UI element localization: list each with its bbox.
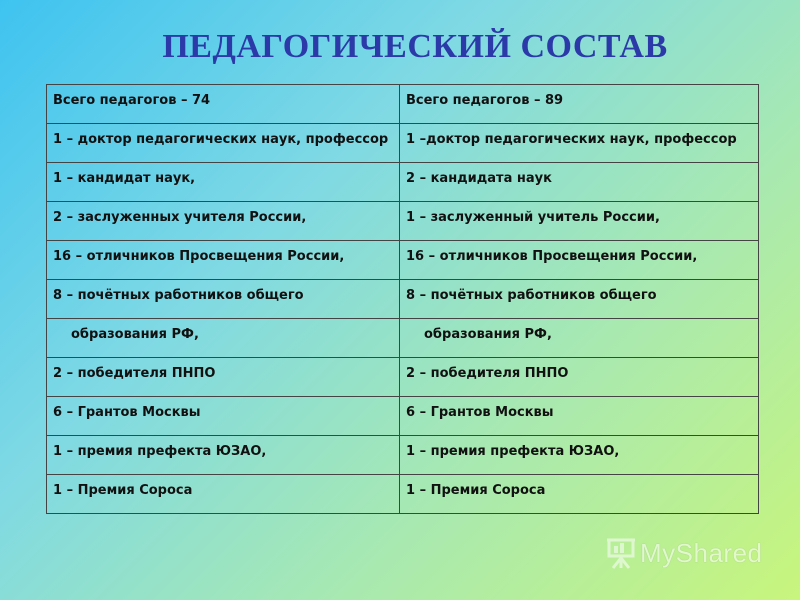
table-cell: 2 – победителя ПНПО [47, 358, 400, 397]
table-cell: 16 – отличников Просвещения России, [47, 241, 400, 280]
table-cell: 6 – Грантов Москвы [47, 397, 400, 436]
table-cell: 1 – премия префекта ЮЗАО, [400, 436, 759, 475]
table-cell: 6 – Грантов Москвы [400, 397, 759, 436]
staff-table [46, 84, 759, 514]
table-cell: 16 – отличников Просвещения России, [400, 241, 759, 280]
table-row [47, 241, 759, 280]
table-row [47, 397, 759, 436]
table-row [47, 436, 759, 475]
table-cell: 1 – Премия Сороса [400, 475, 759, 514]
table-cell: Всего педагогов – 74 [47, 85, 400, 124]
table-cell: 1 – доктор педагогических наук, профессор [47, 124, 400, 163]
table-row [47, 475, 759, 514]
table-cell: 2 – заслуженных учителя России, [47, 202, 400, 241]
page-title: ПЕДАГОГИЧЕСКИЙ СОСТАВ [162, 28, 668, 65]
table-cell: 8 – почётных работников общего [400, 280, 759, 319]
table-cell: 1 – заслуженный учитель России, [400, 202, 759, 241]
table-cell: 1 – премия префекта ЮЗАО, [47, 436, 400, 475]
watermark-logo [606, 536, 763, 570]
table-row [47, 163, 759, 202]
table-row [47, 124, 759, 163]
table-cell: Всего педагогов – 89 [400, 85, 759, 124]
table-row [47, 85, 759, 124]
table-row [47, 319, 759, 358]
table-cell: 1 – Премия Сороса [47, 475, 400, 514]
table-row [47, 280, 759, 319]
table-cell: 2 – победителя ПНПО [400, 358, 759, 397]
table-cell: образования РФ, [400, 319, 759, 358]
watermark-text: MyShared [640, 537, 763, 568]
table-row [47, 202, 759, 241]
table-cell: образования РФ, [47, 319, 400, 358]
table-cell: 8 – почётных работников общего [47, 280, 400, 319]
presentation-board-icon [606, 536, 636, 570]
table-row [47, 358, 759, 397]
table-cell: 1 –доктор педагогических наук, профессор [400, 124, 759, 163]
table-cell: 2 – кандидата наук [400, 163, 759, 202]
table-cell: 1 – кандидат наук, [47, 163, 400, 202]
